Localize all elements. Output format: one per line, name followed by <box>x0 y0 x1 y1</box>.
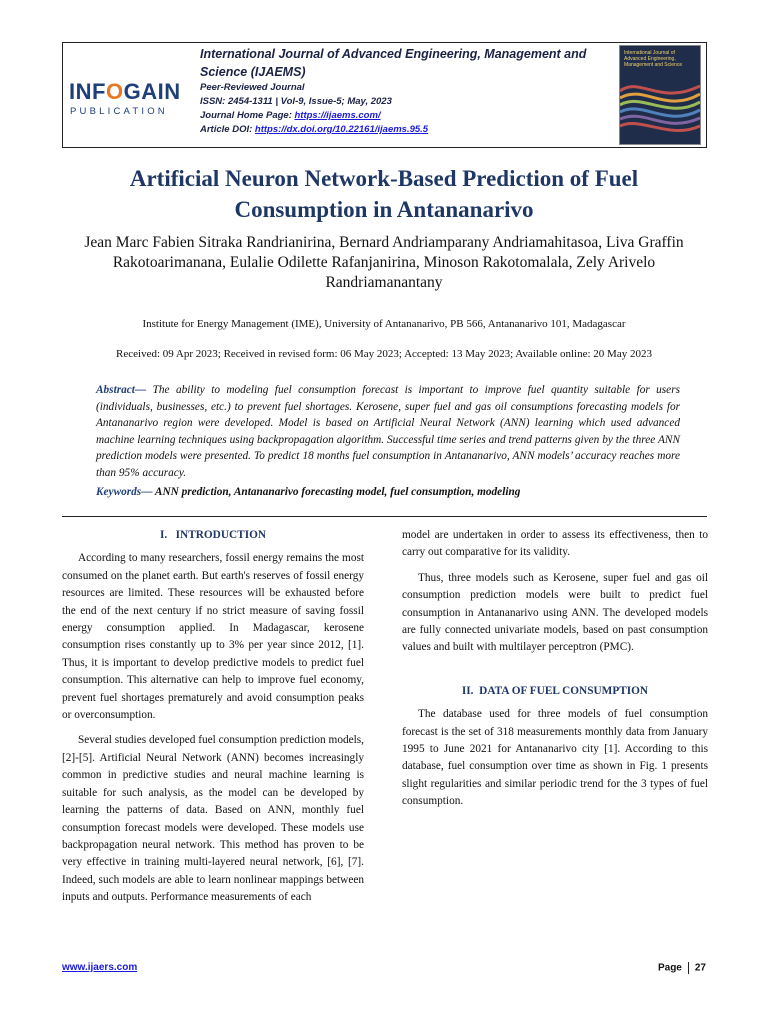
paper-title: Artificial Neuron Network-Based Prediction of Fuel Consumption in Antananarivo <box>129 166 639 222</box>
issn-line: ISSN: 2454-1311 | Vol-9, Issue-5; May, 2023 <box>200 96 392 107</box>
abstract <box>96 382 680 481</box>
keywords-label: Keywords— <box>96 486 153 498</box>
section-heading-introduction: I. INTRODUCTION <box>159 529 267 541</box>
homepage-line: Journal Home Page: https://ijaems.com/ <box>200 110 381 121</box>
page-number: Page 27 <box>657 962 706 974</box>
section-divider <box>62 516 707 517</box>
cover-title: International Journal of Advanced Engineering, Management and Science <box>624 50 683 68</box>
right-column <box>402 527 708 819</box>
paper-authors: Jean Marc Fabien Sitraka Randrianirina, Bernard Andriamparany Andriamahitasoa, Liva Graffin Rakotoarimanana, Eulalie Odilette Rafanjanirina, Minoson Rakotomalala, Zely Arivelo Randriamanantany <box>84 234 684 291</box>
abstract-label: Abstract— <box>96 384 147 396</box>
journal-title: International Journal of Advanced Engineering, Management and Science (IJAEMS) <box>200 47 587 79</box>
doi-line: Article DOI: https://dx.doi.org/10.22161/ijaems.95.5 <box>200 124 429 135</box>
section-heading-data: II. DATA OF FUEL CONSUMPTION <box>461 684 649 697</box>
submission-dates: Received: 09 Apr 2023; Received in revised form: 06 May 2023; Accepted: 13 May 2023; Available online: 20 May 2023 <box>116 348 652 360</box>
footer-website-link[interactable]: www.ijaers.com <box>62 962 138 973</box>
author-affiliation: Institute for Energy Management (IME), University of Antananarivo, PB 566, Antananarivo 101, Madagascar <box>142 318 626 330</box>
paragraph: According to many researchers, fossil energy remains the most consumed on the planet earth. But earth's reserves of fossil energy resources are limited. These resources will be exhausted before the end of the next century if no strict measure of saving fossil energy consumption applied. In Madagascar, kerosene consumption rises constantly up to 3% per year since 2012, [1]. Thus, it is important to develop predictive models to predict fuel consumption. This alternative can help to improve fuel economy, prevent fuel shortages prematurely and avoid consumption peaks or overconsumption. <box>62 552 364 722</box>
publisher-logo-subtitle: PUBLICATION <box>70 106 168 117</box>
keywords-text: ANN prediction, Antananarivo forecasting model, fuel consumption, modeling <box>152 486 521 498</box>
left-column <box>62 527 364 915</box>
keywords <box>96 486 680 498</box>
paragraph: The database used for three models of fuel consumption forecast is the set of 318 measurements monthly data from January 1995 to June 2021 for Antananarivo city [1]. According to this database, fuel consumption over time as shown in Fig. 1 presents slight regularities and similar periodic trend for the 3 types of fuel consumption. <box>402 708 708 808</box>
paragraph: model are undertaken in order to assess its effectiveness, then to carry out comparative for its validity. <box>402 529 708 559</box>
paragraph: Several studies developed fuel consumption prediction models, [2]-[5]. Artificial Neural Network (ANN) becomes increasingly common in predictive studies and neural machine learning is suitable for such analysis, as the model can be developed by learning the patterns of data. Based on ANN, monthly fuel consumption forecast models were developed. These models use backpropagation neural network. This method has proven to be very effective in training multi-layered neural network, [6], [7]. Indeed, such models are able to learn nonlinear mappings between inputs and outputs. Performance measurements of each <box>62 734 364 904</box>
abstract-text: The ability to modeling fuel consumption forecast is important to improve fuel quantity suitable for users (individuals, businesses, etc.) to prevent fuel shortages. Kerosene, super fuel and gas oil consumptions forecasting models for Antananarivo region were developed. Model is based on Artificial Neural Network (ANN) learning which used advanced machine learning techniques using backpropagation algorithm. Successful time series and trend patterns given by the three ANN prediction models were presented. To predict 18 months fuel consumption in Antananarivo, ANN models’ accuracy reaches more than 95% accuracy. <box>96 384 680 479</box>
journal-cover-image <box>619 45 701 145</box>
peer-reviewed-label: Peer-Reviewed Journal <box>200 82 305 93</box>
paragraph: Thus, three models such as Kerosene, super fuel and gas oil consumption prediction models were built to predict fuel consumption in Antananarivo using ANN. The developed models are fully connected univariate models, based on past consumption values and built with multilayer perceptron (PMC). <box>402 571 708 654</box>
doi-link[interactable]: https://dx.doi.org/10.22161/ijaems.95.5 <box>254 124 429 135</box>
homepage-link[interactable]: https://ijaems.com/ <box>294 110 381 121</box>
publisher-logo: INFOGAIN PUBLICATION <box>69 79 181 117</box>
journal-info <box>200 45 600 137</box>
journal-header <box>62 42 707 148</box>
